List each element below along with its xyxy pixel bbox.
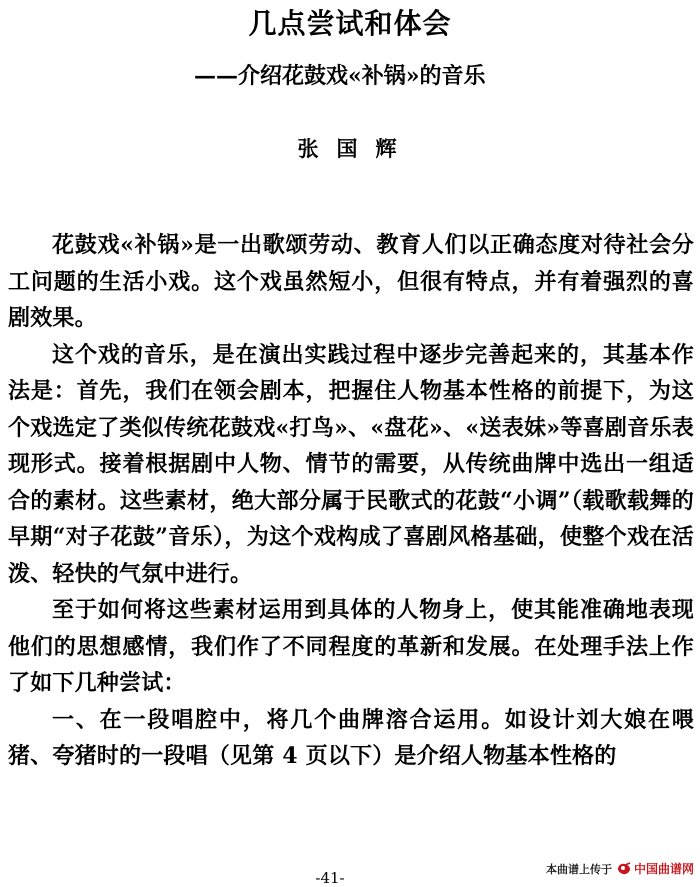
- page-number: -41-: [315, 869, 345, 887]
- watermark-text: 本曲谱上传于: [545, 862, 612, 876]
- site-logo-text: 中国曲谱网: [633, 862, 694, 876]
- document-title: 几点尝试和体会: [248, 7, 452, 40]
- paragraph: 这个戏的音乐，是在演出实践过程中逐步完善起来的，其基本作法是：首先，我们在领会剧本，把握住人物基本性格的前提下，为这个戏选定了类似传统花鼓戏«打鸟»、«盘花»、«送表妹»等喜剧音乐表现形式。接着根据剧中人物、情节的需要，从传统曲牌中选出一组适合的素材。这些素材，绝大部分属于民歌式的花鼓“小调”（载歌载舞的早期“对子花鼓”音乐），为这个戏构成了喜剧风格基础，使整个戏在活泼、轻快的气氛中进行。: [8, 341, 694, 587]
- site-logo: [616, 860, 694, 877]
- article-body: [8, 227, 694, 775]
- document-subtitle: ——介绍花鼓戏«补锅»的音乐: [194, 63, 486, 89]
- author-name: 张国辉: [297, 136, 415, 161]
- paragraph: 一、在一段唱腔中，将几个曲牌溶合运用。如设计刘大娘在喂猪、夸猪时的一段唱（见第 4 页以下）是介绍人物基本性格的: [8, 706, 694, 769]
- site-logo-icon: [616, 862, 632, 876]
- watermark: [546, 860, 694, 877]
- paragraph: 至于如何将这些素材运用到具体的人物身上，使其能准确地表现他们的思想感情，我们作了不同程度的革新和发展。在处理手法上作了如下几种尝试：: [8, 597, 694, 696]
- paragraph: 花鼓戏«补锅»是一出歌颂劳动、教育人们以正确态度对待社会分工问题的生活小戏。这个戏虽然短小，但很有特点，并有着强烈的喜剧效果。: [8, 232, 694, 331]
